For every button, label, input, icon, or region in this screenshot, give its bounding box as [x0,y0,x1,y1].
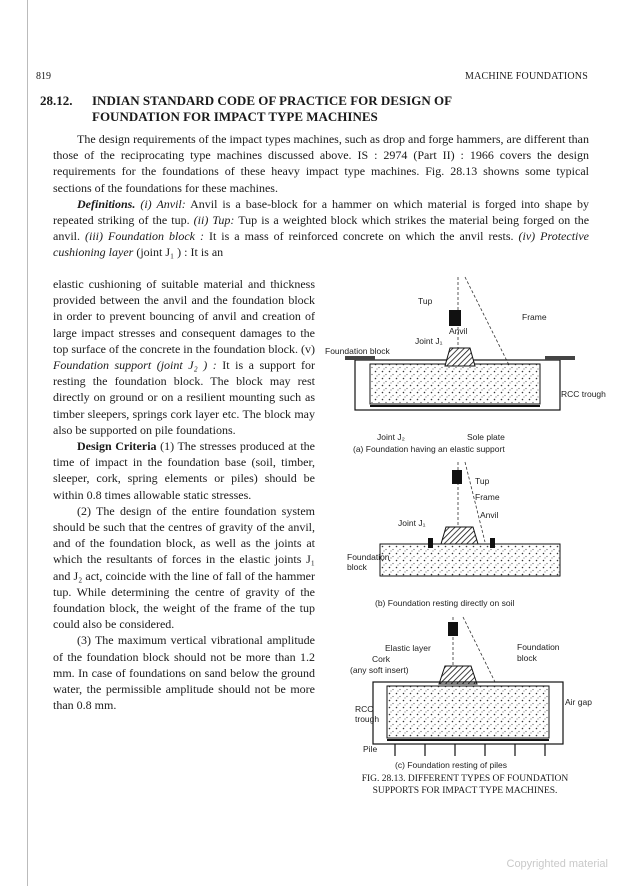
anvil-c-shape [439,666,477,684]
cushioning-layer-term: (iv) Protective cushioning layer [53,229,590,260]
fig-c-rcc-label: RCC [355,704,374,714]
anvil-definition: Anvil is a base-block for a hammer on which material is forged into shape by repeated striking of the tup. [53,196,590,228]
design-criteria-1 [53,438,315,503]
fig-a-joint-j2-label: Joint J₂ [377,432,405,442]
figure-c [350,617,592,770]
design-criteria-3: (3) The maximum vertical vibrational amplitude of the foundation block should not be more than 1.2 mm. In case of foundations on sand below the ground water, the permissible amplitude should not be more than 0.8 mm. [53,633,315,713]
left-column-text [53,276,315,713]
design-criteria-heading: Design Criteria [77,439,157,454]
full-width-text [53,131,589,261]
figure-caption-line2: SUPPORTS FOR IMPACT TYPE MACHINES. [372,786,558,796]
section-title-line1: INDIAN STANDARD CODE OF PRACTICE FOR DESIGN OF [92,93,453,108]
definitions-paragraph [53,196,589,261]
fig-a-rcc-trough-label: RCC trough [561,389,606,399]
running-header: MACHINE FOUNDATIONS [465,71,588,82]
tup-icon [449,310,461,326]
fig-a-sole-plate-label: Sole plate [467,432,505,442]
tup-definition: Tup is a weighted block which strikes the material being forged on the anvil. [53,213,590,244]
definitions-heading: Definitions. [77,196,136,211]
intro-paragraph: The design requirements of the impact types machines, such as drop and forge hammers, are different than those of the reciprocating type machines discussed above. IS : 2974 (Part II) : 1966 covers the design requirements for the foundations of these heavy impact type machines. Fig. 28.13 showns some typical sections of the foundations for these machines. [53,132,589,195]
foundation-support-definition: It is a support for resting the foundation block. The block may rest directly on ground or on a resilient mounting such as timber sleepers, springs cork layer etc. The block may also be supported on pile foundations. [53,358,316,437]
fig-a-foundation-block-label: Foundation block [325,346,390,356]
foundation-b-shape [380,544,560,576]
fig-a-caption: (a) Foundation having an elastic support [353,444,505,454]
cushioning-layer-continuation [53,276,315,438]
fig-a-frame-label: Frame [522,312,547,322]
criterion-1-text: (1) The stresses produced at the time of impact in the foundation base (soil, timber, sleeper, cork, spring elements or piles) should be within 0.8 times allowable static stresses. [53,439,316,502]
anvil-b-shape [441,527,478,544]
tup-b-icon [452,470,462,484]
fig-c-elastic-layer-label: Elastic layer [385,643,431,653]
foundation-support-term: Foundation support (joint J₂ ) : [53,358,217,373]
page-number: 819 [36,71,51,82]
fig-c-cork-label: Cork [372,654,390,664]
fig-c-foundation-label: Foundation [517,642,560,652]
figure-a [325,277,606,454]
fig-c-soft-insert-label: (any soft insert) [350,665,409,675]
cushioning-layer-text: elastic cushioning of suitable material and thickness provided between the anvil and the foundation block in order to prevent bouncing of anvil and creation of large impact stresses and consequent damages to the top surface of the concrete in the foundation block. [53,277,315,356]
foundation-block-shape [370,364,540,404]
fig-a-tup-label: Tup [418,296,433,306]
fig-c-trough-label: trough [355,714,380,724]
section-heading [40,93,600,125]
page-edge-line [27,0,28,886]
fig-c-caption: (c) Foundation resting of piles [395,760,507,770]
fig-b-tup-label: Tup [475,476,490,486]
tup-c-icon [448,622,458,636]
fig-b-foundation-label: Foundation [347,552,390,562]
cushioning-layer-joint: (joint J₁ ) : It is an [136,245,224,260]
figure-caption [320,773,610,797]
fig-a-anvil-label: Anvil [449,326,468,336]
anvil-shape [445,348,475,366]
fig-b-joint-j1-label: Joint J₁ [398,518,426,528]
design-criteria-2: (2) The design of the entire foundation system should be such that the centres of gravity of the anvil, and of the foundation block, as well as the joints at which the resultants of forces in the elastic joints J₁ and J₂ act, coincide with the line of fall of the hammer tup. While determining the centre of gravity of the foundation block, the weight of the frame of the tup could also be considered. [53,503,315,632]
fig-a-joint-j1-label: Joint J₁ [415,336,443,346]
section-number: 28.12. [40,93,73,108]
fig-c-pile-label: Pile [363,744,378,754]
fig-b-block-label: block [347,562,367,572]
figure-caption-line1: FIG. 28.13. DIFFERENT TYPES OF FOUNDATION [361,774,569,784]
fig-c-air-gap-label: Air gap [565,697,592,707]
section-title-line2: FOUNDATION FOR IMPACT TYPE MACHINES [92,109,378,124]
fig-b-frame-label: Frame [475,492,500,502]
piles [395,744,545,756]
watermark: Copyrighted material [506,858,608,870]
fig-c-block-label: block [517,653,537,663]
figure-b [347,462,560,608]
fig-b-caption: (b) Foundation resting directly on soil [375,598,515,608]
figure-28-13 [325,272,615,792]
foundation-c-shape [387,686,549,738]
foundation-block-term: (iii) Foundation block : [85,229,204,244]
fig-b-anvil-label: Anvil [480,510,499,520]
anvil-term: (i) Anvil: [140,196,186,211]
foundation-block-definition: It is a mass of reinforced concrete on which the anvil rests. [208,229,514,244]
support-prefix: (v) [301,341,315,356]
tup-term: (ii) Tup: [193,213,235,228]
